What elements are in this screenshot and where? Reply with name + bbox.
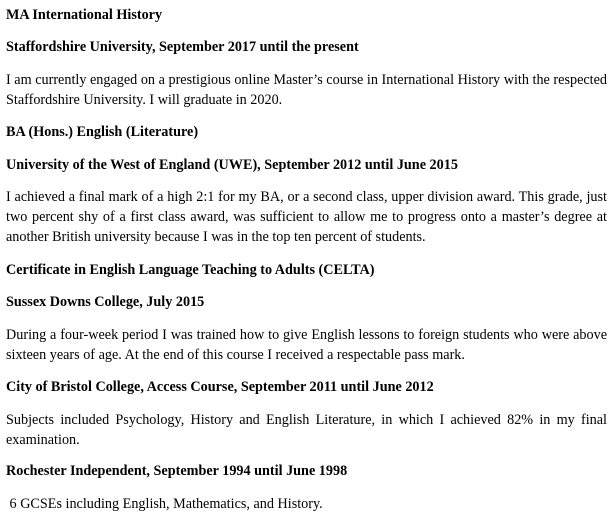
institution-line: Sussex Downs College, July 2015	[6, 294, 205, 310]
description-paragraph: I am currently engaged on a prestigious online Master’s course in International History with the respected Staffordshire University. I will graduate in 2020.	[6, 72, 607, 108]
description-paragraph: Subjects included Psychology, History and English Literature, in which I achieved 82% in my final examination.	[6, 412, 607, 448]
institution-line: University of the West of England (UWE), September 2012 until June 2015	[6, 157, 458, 173]
institution-line: Rochester Independent, September 1994 until June 1998	[6, 463, 348, 479]
description-paragraph: During a four-week period I was trained how to give English lessons to foreign students who were above sixteen years of age. At the end of this course I received a respectable pass mark.	[6, 327, 607, 363]
degree-title: MA International History	[6, 7, 163, 23]
institution-line: City of Bristol College, Access Course, September 2011 until June 2012	[6, 379, 434, 395]
description-paragraph: 6 GCSEs including English, Mathematics, and History.	[6, 496, 323, 512]
degree-title: Certificate in English Language Teaching to Adults (CELTA)	[6, 262, 375, 278]
degree-title: BA (Hons.) English (Literature)	[6, 124, 199, 140]
institution-line: Staffordshire University, September 2017 until the present	[6, 39, 359, 55]
description-paragraph: I achieved a final mark of a high 2:1 for my BA, or a second class, upper division award. This grade, just two percent shy of a first class award, was sufficient to allow me to progress onto a master’s degree at another British university because I was in the top ten percent of students.	[6, 189, 607, 245]
